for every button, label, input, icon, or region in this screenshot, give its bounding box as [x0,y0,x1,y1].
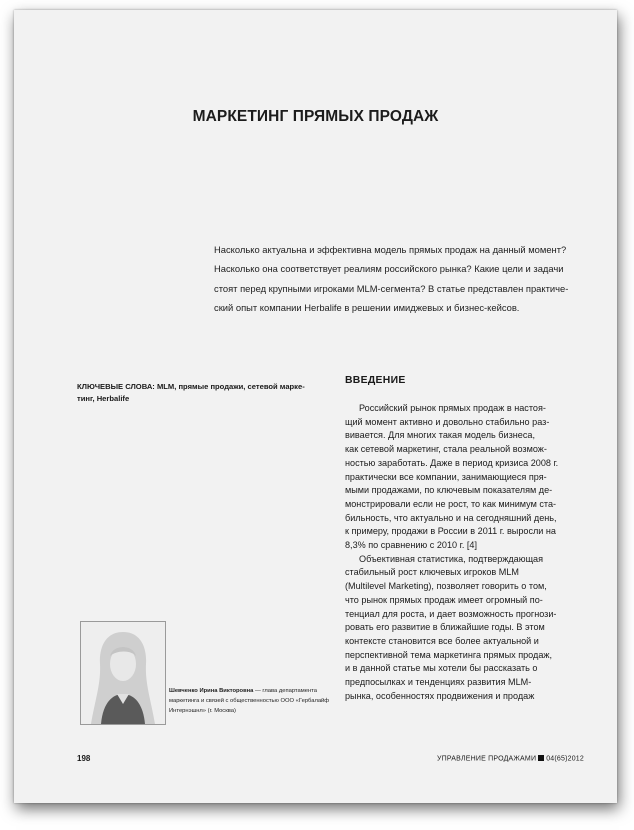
lead-line: Насколько актуальна и эффективна модель прямых продаж на данный момент? [214,244,567,255]
body-line: и в данной статье мы хотели бы рассказать о [345,663,538,674]
body-line: предпосылках и тенденциях развития MLM- [345,677,532,688]
body-line: перспективной тема маркетинга прямых продаж, [345,649,553,660]
journal-footer [437,755,584,763]
article-title: МАРКЕТИНГ ПРЯМЫХ ПРОДАЖ [192,108,439,125]
body-line: щий момент активно и довольно стабильно раз- [345,416,550,427]
author-line [169,686,339,696]
body-line: что рынок прямых продаж имеет огромный по- [345,594,543,605]
author-role: — глава департамента [253,688,317,694]
page-number: 198 [77,754,91,763]
author-name: Шевченко Ирина Викторовна [169,688,254,694]
body-line: вивается. Для многих такая модель бизнеса, [345,430,535,441]
author-line: Интернэшнл» (г. Москва) [169,708,236,714]
article-lead [214,240,606,318]
body-line: стабильный рост ключевых игроков MLM [345,567,519,578]
body-line: монстрировали если не рост, то как минимум ста- [345,498,557,509]
body-line: ностью заработать. Даже в период кризиса 2008 г. [345,457,559,468]
body-line: тенциал для роста, и дает возможность прогнози- [345,608,557,619]
journal-name: УПРАВЛЕНИЕ ПРОДАЖАМИ [437,755,537,763]
body-line: ровать его развитие в ближайшие годы. В этом [345,622,545,633]
journal-page [14,10,617,803]
body-line: Объективная статистика, подтверждающая [359,553,544,564]
lead-line: стоят перед крупными игроками MLM-сегмента? В статье представлен практиче- [214,282,569,294]
journal-issue: 04(65)2012 [546,755,584,763]
author-line: маркетинга и связей с общественностью ООО «Гербалайф [169,698,330,704]
author-caption [169,686,339,716]
body-line: как сетевой маркетинг, стала реальной возмож- [345,444,547,455]
body-line: мыми продажами, по ключевым показателям де- [345,485,553,496]
author-photo [80,621,166,725]
body-line: контексте становится все более актуальной и [345,635,539,646]
body-line: рынка, особенностях продвижения и продаж [345,690,535,701]
body-line: к примеру, продажи в России в 2011 г. выросли на [345,526,556,537]
body-line: 8,3% по сравнению с 2010 г. [4] [345,540,477,551]
article-body [345,402,607,703]
keywords [77,381,327,404]
body-line: (Multilevel Marketing), позволяет говорить о том, [345,581,547,592]
section-heading: ВВЕДЕНИЕ [345,375,406,386]
body-line: Российский рынок прямых продаж в настоя- [359,403,546,413]
keywords-line: тинг, Herbalife [77,393,130,403]
lead-line: ский опыт компании Herbalife в решении имиджевых и бизнес-кейсов. [214,302,520,314]
body-line: практически все компании, занимающиеся пря- [345,471,547,482]
keywords-line: КЛЮЧЕВЫЕ СЛОВА: MLM, прямые продажи, сетевой марке- [77,382,305,391]
square-icon [538,755,544,761]
body-line: бильность, что актуально и на сегодняшний день, [345,512,557,523]
lead-line: Насколько она соответствует реалиям российского рынка? Какие цели и задачи [214,263,564,275]
